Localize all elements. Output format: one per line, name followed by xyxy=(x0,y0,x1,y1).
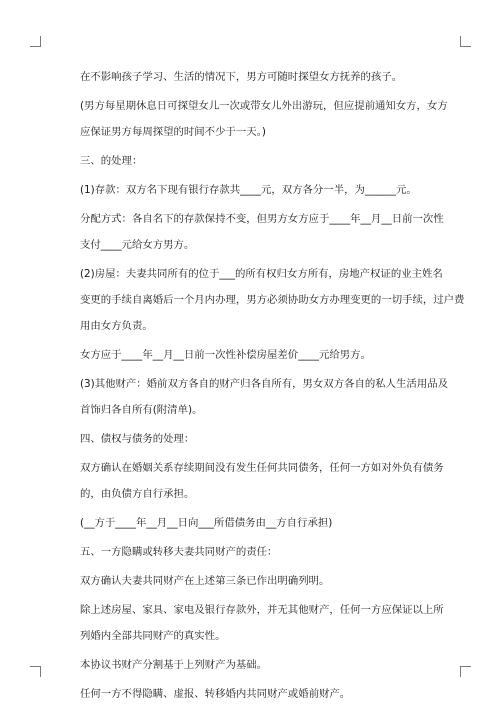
paragraph-basis: 本协议书财产分割基于上列财产为基础。 xyxy=(80,659,268,671)
paragraph-house-line-1: (2)房屋：夫妻共同所有的位于___的所有权归女方所有，房地产权证的业主姓名 xyxy=(80,268,443,280)
paragraph-visitation: 在不影响孩子学习、生活的情况下，男方可随时探望女方抚养的孩子。 xyxy=(80,71,403,83)
document-body xyxy=(80,64,465,707)
paragraph-house-compensation: 女方应于____年__月__日前一次性补偿房屋差价____元给男方。 xyxy=(80,349,371,361)
paragraph-house-line-2: 变更的手续自离婚后一个月内办理，男方必须协助女方办理变更的一切手续，过户费 xyxy=(80,294,465,306)
paragraph-distribution-line-2: 支付____元给女方男方。 xyxy=(80,239,195,251)
corner-mark-bottom-right xyxy=(460,666,471,677)
paragraph-house-line-3: 用由女方负责。 xyxy=(80,320,153,332)
paragraph-other-property-line-2: 首饰归各自所有(附清单)。 xyxy=(80,404,203,416)
corner-mark-bottom-left xyxy=(30,666,41,677)
corner-mark-top-right xyxy=(460,36,471,47)
section-heading-concealment: 五、一方隐瞒或转移夫妻共同财产的责任： xyxy=(80,546,278,558)
paragraph-debt-note: (__方于____年__月__日向___所借债务由__方自行承担) xyxy=(80,517,333,529)
paragraph-confirmation: 双方确认夫妻共同财产在上述第三条已作出明确列明。 xyxy=(80,575,330,587)
section-heading-property: 三、的处理： xyxy=(80,155,143,167)
paragraph-debts-line-2: 的，由负债方自行承担。 xyxy=(80,488,195,500)
paragraph-debts-line-1: 双方确认在婚姻关系存续期间没有发生任何共同债务，任何一方如对外负有债务 xyxy=(80,462,444,474)
section-heading-debts: 四、债权与债务的处理： xyxy=(80,433,195,445)
corner-mark-top-left xyxy=(30,36,41,47)
paragraph-distribution-line-1: 分配方式：各自名下的存款保持不变，但男方女方应于____年__月__日前一次性 xyxy=(80,213,444,225)
paragraph-visitation-detail-line-2: 应保证男方每周探望的时间不少于一天。) xyxy=(80,126,266,138)
paragraph-no-concealment: 任何一方不得隐瞒、虚报、转移婚内共同财产或婚前财产。 xyxy=(80,688,351,700)
paragraph-visitation-detail-line-1: (男方每星期休息日可探望女儿一次或带女儿外出游玩，但应提前通知女方，女方 xyxy=(80,100,448,112)
paragraph-other-property-line-1: (3)其他财产：婚前双方各自的财产归各自所有，男女双方各自的私人生活用品及 xyxy=(80,378,448,390)
paragraph-guarantee-line-1: 除上述房屋、家具、家电及银行存款外，并无其他财产，任何一方应保证以上所 xyxy=(80,604,444,616)
paragraph-deposits: (1)存款：双方名下现有银行存款共____元，双方各分一半，为______元。 xyxy=(80,184,417,196)
paragraph-guarantee-line-2: 列婚内全部共同财产的真实性。 xyxy=(80,630,226,642)
